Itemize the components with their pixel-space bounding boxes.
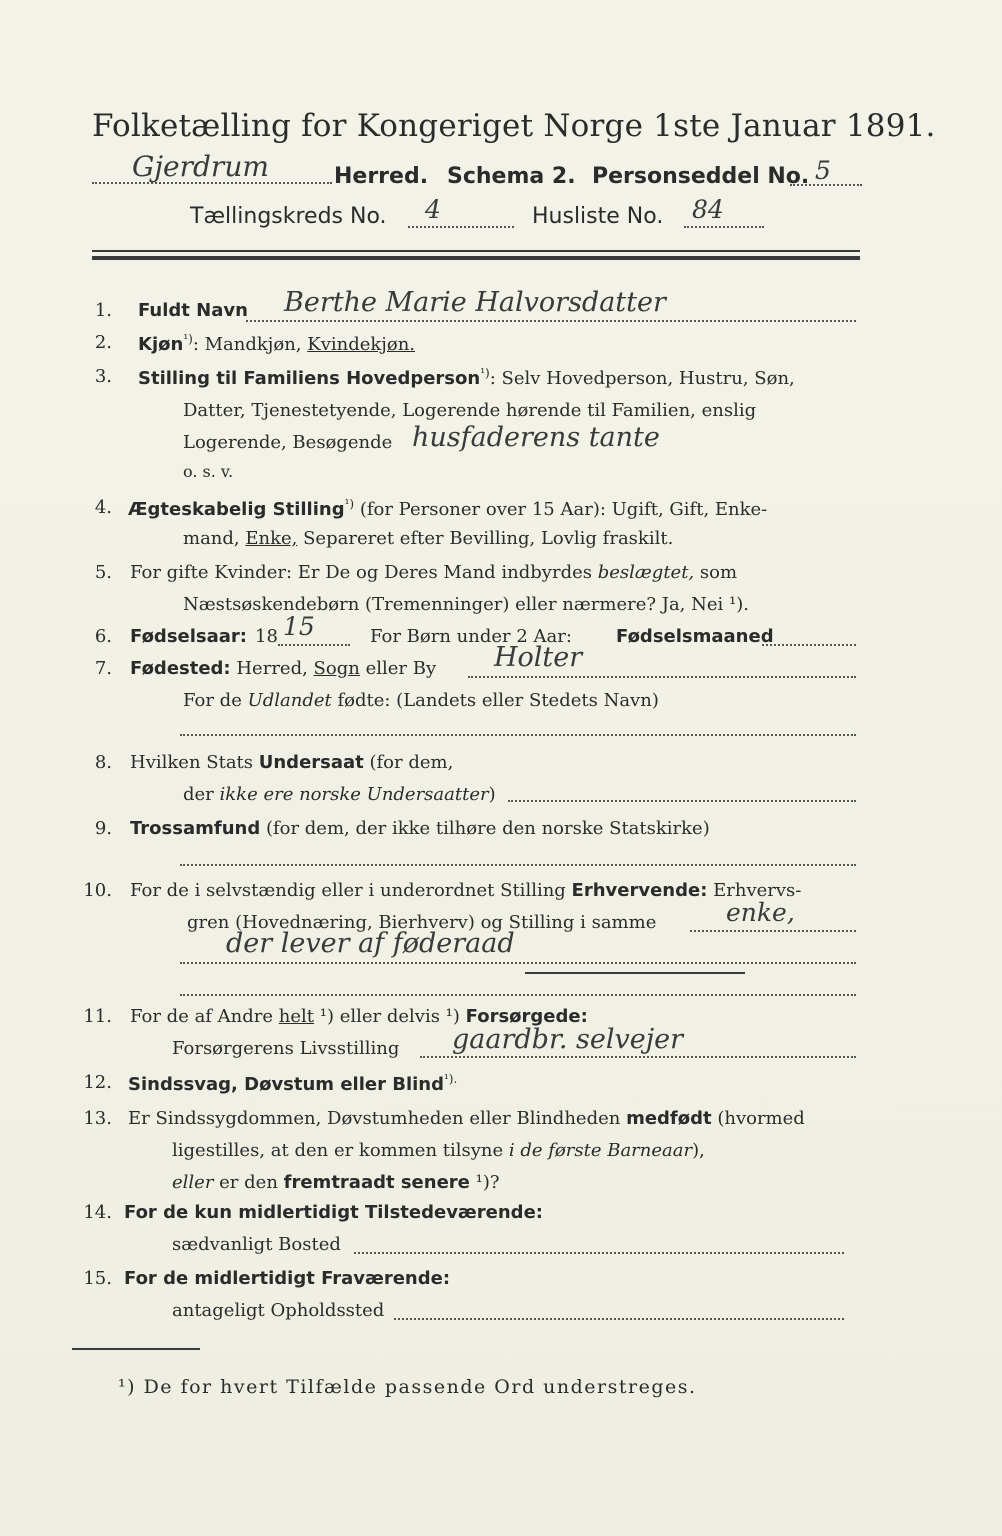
q12-sup: ¹). — [443, 1072, 458, 1086]
herred-label: Herred. — [334, 164, 429, 189]
q6-line2 — [762, 644, 856, 646]
q6-mid: For Børn under 2 Aar: — [370, 626, 572, 647]
q15-line2: antageligt Opholdssted — [172, 1300, 385, 1321]
q5-line1b: beslægtet, — [597, 562, 695, 583]
q3-line4: o. s. v. — [183, 462, 234, 481]
q3-line1-text: : Selv Hovedperson, Hustru, Søn, — [489, 368, 795, 389]
husliste-line — [684, 226, 764, 228]
q13-line3b: er den — [213, 1172, 284, 1193]
item-number: 11. — [83, 1006, 112, 1027]
q13-line2b: i de første Barneaar — [508, 1140, 693, 1161]
q6-label2: Fødselsmaaned — [616, 626, 774, 647]
q7-sogn: Sogn — [313, 658, 360, 679]
q7-text2: eller By — [359, 658, 437, 679]
q4-label: Ægteskabelig Stilling — [128, 499, 345, 520]
q4-line2 — [183, 528, 673, 549]
item-number: 8. — [94, 752, 112, 773]
q6-line — [278, 644, 350, 646]
q9-text: (for dem, der ikke tilhøre den norske Statskirke) — [260, 818, 710, 839]
q2-sup: ¹) — [183, 332, 193, 346]
item-number: 12. — [83, 1072, 112, 1093]
personseddel-label: Personseddel No. — [592, 164, 810, 189]
q6-label: Fødselsaar: — [130, 626, 247, 647]
footnote-rule — [72, 1348, 200, 1350]
q4-line2b: Enke, — [245, 528, 298, 549]
q3-value: husfaderens tante — [412, 422, 660, 453]
q7-line2c: fødte: (Landets eller Stedets Navn) — [331, 690, 659, 711]
q15-line1: For de midlertidigt Fraværende: — [124, 1268, 451, 1289]
q7-line1 — [130, 658, 436, 679]
krets-line — [408, 226, 514, 228]
q8-line1 — [130, 752, 453, 773]
q5-line1a: For gifte Kvinder: Er De og Deres Mand indbyrdes — [130, 562, 598, 583]
q7-line2-field — [180, 734, 856, 736]
item-number: 9. — [94, 818, 112, 839]
q5-line1 — [130, 562, 737, 583]
q3-line3: Logerende, Besøgende — [183, 432, 393, 453]
q14-line — [354, 1252, 844, 1254]
footnote: ¹) De for hvert Tilfælde passende Ord understreges. — [118, 1376, 697, 1398]
q13-line3a: eller — [172, 1172, 214, 1193]
q11-line2: Forsørgerens Livsstilling — [172, 1038, 400, 1059]
q1-line — [246, 320, 856, 322]
q8-line1a: Hvilken Stats — [130, 752, 259, 773]
q4-line1-text: (for Personer over 15 Aar): Ugift, Gift, Enke- — [354, 499, 768, 520]
q11-line1d: Forsørgede: — [465, 1006, 588, 1027]
q14-line1: For de kun midlertidigt Tilstedeværende: — [124, 1202, 543, 1223]
q5-line2: Næstsøskendebørn (Tremenninger) eller nærmere? Ja, Nei ¹). — [183, 594, 749, 615]
q13-line1c: (hvormed — [711, 1108, 805, 1129]
item-number: 13. — [83, 1108, 112, 1129]
item-number: 3. — [94, 366, 112, 387]
q10-line2: gren (Hovednæring, Bierhverv) og Stilling i samme — [187, 912, 657, 933]
q8-line1b: Undersaat — [258, 752, 364, 773]
q13-line3d: ¹)? — [469, 1172, 500, 1193]
q10-line4 — [180, 994, 856, 996]
header-rule-top — [92, 250, 860, 252]
q10-handwritten-stroke — [525, 972, 745, 974]
q9-line — [180, 864, 856, 866]
q14-line2: sædvanligt Bosted — [172, 1234, 341, 1255]
q8-line2c: ) — [488, 784, 496, 805]
item-number: 10. — [83, 880, 112, 901]
q5-line1c: som — [694, 562, 738, 583]
q11-line1a: For de af Andre — [130, 1006, 279, 1027]
q8-line2a: der — [183, 784, 220, 805]
q10-line1a: For de i selvstændig eller i underordnet Stilling — [130, 880, 572, 901]
schema-label: Schema 2. — [447, 164, 576, 189]
q1-value: Berthe Marie Halvorsdatter — [284, 287, 666, 318]
q8-line1c: (for dem, — [363, 752, 454, 773]
q13-line2a: ligestilles, at den er kommen tilsyne — [172, 1140, 509, 1161]
herred-value: Gjerdrum — [132, 150, 269, 183]
form-title: Folketælling for Kongeriget Norge 1ste Januar 1891. — [92, 108, 936, 144]
q7-value: Holter — [494, 642, 583, 673]
q11-value: gaardbr. selvejer — [452, 1024, 684, 1055]
q13-line1 — [128, 1108, 805, 1129]
krets-value: 4 — [425, 195, 441, 224]
husliste-label: Husliste No. — [532, 204, 664, 229]
q2-label: Kjøn — [138, 334, 184, 355]
q3-line2: Datter, Tjenestetyende, Logerende hørende til Familien, enslig — [183, 400, 757, 421]
q13-line1a: Er Sindssygdommen, Døvstumheden eller Blindheden — [128, 1108, 627, 1129]
q12-label: Sindssvag, Døvstum eller Blind — [128, 1074, 444, 1095]
q10-value1: enke, — [726, 898, 795, 927]
personseddel-value: 5 — [815, 156, 831, 185]
q4-line2c: Separeret efter Bevilling, Lovlig fraskilt. — [297, 528, 674, 549]
q7-label: Fødested: — [130, 658, 231, 679]
q13-line3 — [172, 1172, 500, 1193]
q10-line1 — [130, 880, 801, 901]
q3-label: Stilling til Familiens Hovedperson — [138, 368, 481, 389]
q7-text: Herred, — [230, 658, 314, 679]
q7-line2 — [183, 690, 659, 711]
item-number: 4. — [94, 497, 112, 518]
q11-line1b: helt — [278, 1006, 315, 1027]
q13-line2 — [172, 1140, 705, 1161]
item-number: 7. — [94, 658, 112, 679]
q13-line2c: ), — [692, 1140, 705, 1161]
q6-value: 15 — [283, 612, 315, 641]
header-rule-bottom — [92, 256, 860, 260]
q13-line3c: fremtraadt senere — [283, 1172, 470, 1193]
q2-text-a: : Mandkjøn, — [192, 334, 308, 355]
q4-line1 — [128, 497, 767, 520]
item-number: 5. — [94, 562, 112, 583]
q10-value2: der lever af føderaad — [226, 928, 515, 959]
q9-line1 — [130, 818, 710, 839]
q7-line2a: For de — [183, 690, 248, 711]
item-number: 14. — [83, 1202, 112, 1223]
q11-line1c: ¹) eller delvis ¹) — [314, 1006, 466, 1027]
q13-line1b: medfødt — [626, 1108, 712, 1129]
q15-line — [394, 1318, 844, 1320]
q11-line — [420, 1056, 856, 1058]
q7-line2b: Udlandet — [247, 690, 332, 711]
q8-line — [508, 800, 856, 802]
q2-text-b: Kvindekjøn. — [307, 334, 416, 355]
q10-line3 — [180, 962, 856, 964]
q6-prefix: 18 — [255, 626, 278, 647]
item-number: 6. — [94, 626, 112, 647]
item-number: 1. — [94, 300, 112, 321]
q10-line1b: Erhvervende: — [571, 880, 708, 901]
q2-text — [138, 332, 415, 355]
q12-line1 — [128, 1072, 457, 1095]
item-number: 15. — [83, 1268, 112, 1289]
item-number: 2. — [94, 332, 112, 353]
q9-label: Trossamfund — [130, 818, 261, 839]
q7-line — [468, 676, 856, 678]
q3-sup: ¹) — [480, 366, 490, 380]
q10-line1c: Erhvervs- — [707, 880, 802, 901]
q1-label: Fuldt Navn — [138, 300, 248, 321]
q4-sup: ¹) — [344, 497, 355, 511]
q4-line2a: mand, — [183, 528, 246, 549]
q8-line2 — [183, 784, 496, 805]
krets-label: Tællingskreds No. — [190, 204, 387, 229]
q10-line2-field — [690, 930, 856, 932]
husliste-value: 84 — [692, 195, 724, 224]
q8-line2b: ikke ere norske Undersaatter — [219, 784, 489, 805]
q3-line1 — [138, 366, 795, 389]
